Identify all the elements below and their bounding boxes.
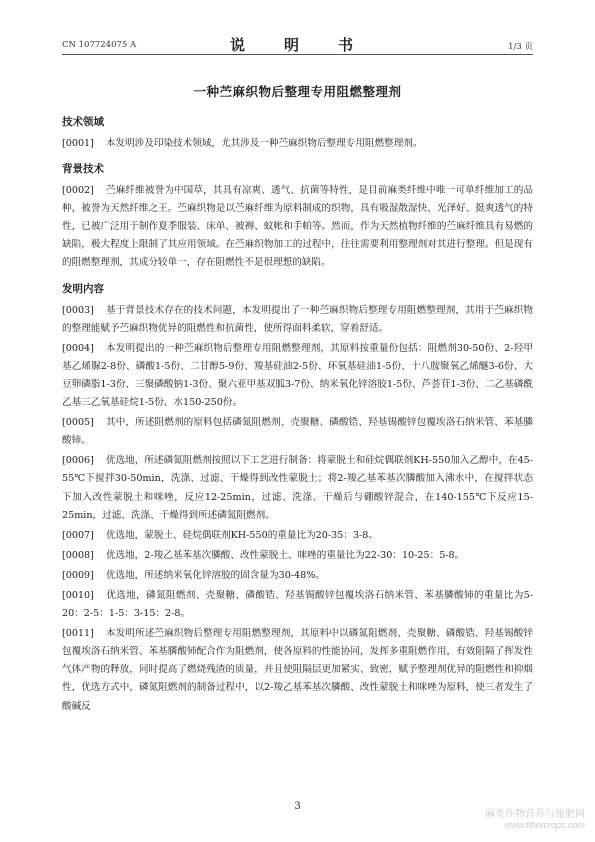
header-rule <box>62 54 533 55</box>
paragraph <box>62 414 533 450</box>
paragraph-number: [0010] <box>62 589 94 601</box>
section-background <box>62 161 533 272</box>
paragraph <box>62 527 533 545</box>
paragraph <box>62 547 533 565</box>
watermark-url: www.fibercrops.com <box>504 820 585 830</box>
section-heading: 发明内容 <box>62 282 104 295</box>
paragraph-number: [0007] <box>62 529 94 541</box>
paragraph-text: 本发明提出的一种苎麻织物后整理专用阻燃整理剂，其原料按重量份包括：阻燃剂30-50份、2-羟甲基乙烯脲2-8份、磷酸1-5份、二甘醇5-9份、羧基硅油2-5份、环氧基硅油1-5份、十八胺聚氧乙烯醚3-6份、大豆卵磷脂1-3份、三聚磷酸钠1-3份、聚六亚甲基双胍3-7份、纳米氧化锌溶胶1-5份、芦荟苷1-3份、二乙基磷酰乙基三乙氧基硅烷1-5份、水150-250份。 <box>62 342 533 409</box>
paragraph-number: [0004] <box>62 342 94 354</box>
watermark <box>485 809 585 831</box>
paragraph <box>62 567 533 585</box>
paragraph <box>62 340 533 412</box>
paragraph-number: [0011] <box>62 628 94 640</box>
paragraph-text: 其中，所述阻燃剂的原料包括磷氮阻燃剂、壳聚糖、磷酸锆、羟基锡酸锌包覆埃洛石纳米管、苯基膦酸铈。 <box>62 417 533 447</box>
paragraph <box>62 625 533 715</box>
paragraph-number: [0009] <box>62 569 94 581</box>
paragraph-text: 优选地，2-羧乙基苯基次膦酸、改性蒙脱土、咪唑的重量比为22-30：10-25：5-8。 <box>105 549 465 561</box>
paragraph-number: [0008] <box>62 549 94 561</box>
section-heading: 背景技术 <box>62 163 104 176</box>
document-type-title: 说 明 书 <box>229 36 365 54</box>
paragraph-text: 苎麻纤维被誉为中国草，其具有凉爽、透气、抗菌等特性，是目前麻类纤维中唯一可单纤维加工的品种，被誉为天然纤维之王。苎麻织物是以苎麻纤维为原料制成的织物，具有吸湿散湿快、光泽好、挺爽透气的特性，已被广泛用于制作夏季服装、床单、被褥、蚊帐和手帕等。然而，作为天然植物纤维的苎麻纤维具有易燃的缺陷，极大程度上限制了其应用领域。在苎麻织物加工的过程中，往往需要利用整理剂对其进行整理。但是现有的阻燃整理剂，其成分较单一，存在阻燃性不是很理想的缺陷。 <box>62 185 533 269</box>
paragraph-number: [0002] <box>62 185 94 197</box>
paragraph-number: [0005] <box>62 417 94 429</box>
paragraph-text: 优选地，所述磷氮阻燃剂按照以下工艺进行制备：将蒙脱土和硅烷偶联剂KH-550加入乙醇中，在45-55℃下搅拌30-50min，洗涤、过滤、干燥得到改性蒙脱土；将2-羧乙基苯基次膦酸加入沸水中，在搅拌状态下加入改性蒙脱土和咪唑，反应12-25min，过滤、洗涤、干燥后与硼酸锌混合，在140-155℃下反应15-25min，过滤、洗涤、干燥得到所述磷氮阻燃剂。 <box>62 455 533 521</box>
paragraph <box>62 302 533 338</box>
paragraph-text: 优选地，磷氮阻燃剂、壳聚糖、磷酸锆、羟基锡酸锌包覆埃洛石纳米管、苯基膦酸铈的重量比为5-20：2-5：1-5：3-15：2-8。 <box>62 589 533 620</box>
paragraph <box>62 587 533 623</box>
page-header <box>62 34 533 54</box>
paragraph-text: 优选地，所述纳米氧化锌溶胶的固含量为30-48%。 <box>105 569 325 581</box>
publication-number: CN 107724075 A <box>62 40 137 50</box>
watermark-site-name: 麻类作物营养与施肥网 <box>485 809 585 820</box>
paragraph <box>62 182 533 272</box>
paragraph-text: 本发明所述苎麻织物后整理专用阻燃整理剂，其原料中以磷氮阻燃剂、壳聚糖、磷酸锆、羟基锡酸锌包覆埃洛石纳米管、苯基膦酸铈配合作为阻燃剂，使各原料的性能协同，发挥多重阻燃作用，有效阻隔了挥发性气体产物的释放，同时提高了燃烧残渣的质量，并且使阻隔层更加紧实、致密，赋予整理剂优异的阻燃性和抑烟性，优选方式中，磷氮阻燃剂的制备过程中，以2-羧乙基苯基次膦酸、改性蒙脱土和咪唑为原料，使三者发生了酸碱反 <box>62 628 533 712</box>
paragraph <box>62 135 533 153</box>
section-heading: 技术领域 <box>62 116 104 128</box>
paragraph-text: 基于背景技术存在的技术问题，本发明提出了一种苎麻织物后整理专用阻燃整理剂，其用于苎麻织物的整理能赋予苎麻织物优异的阻燃性和抗菌性，使所得面料柔软，穿着舒适。 <box>62 304 533 334</box>
document-body <box>62 82 533 718</box>
paragraph <box>62 452 533 524</box>
paragraph-text: 优选地，蒙脱土、硅烷偶联剂KH-550的重量比为20-35：3-8。 <box>105 529 378 541</box>
page-number: 3 <box>294 801 301 812</box>
page-indicator: 1/3 页 <box>508 42 533 52</box>
paragraph-text: 本发明涉及印染技术领域，尤其涉及一种苎麻织物后整理专用阻燃整理剂。 <box>105 138 423 149</box>
document-title: 一种苎麻织物后整理专用阻燃整理剂 <box>193 84 402 99</box>
paragraph-number: [0003] <box>62 304 94 316</box>
paragraph-number: [0001] <box>62 138 94 149</box>
section-summary <box>62 281 533 716</box>
section-technical-field <box>62 114 533 153</box>
paragraph-number: [0006] <box>62 455 94 467</box>
